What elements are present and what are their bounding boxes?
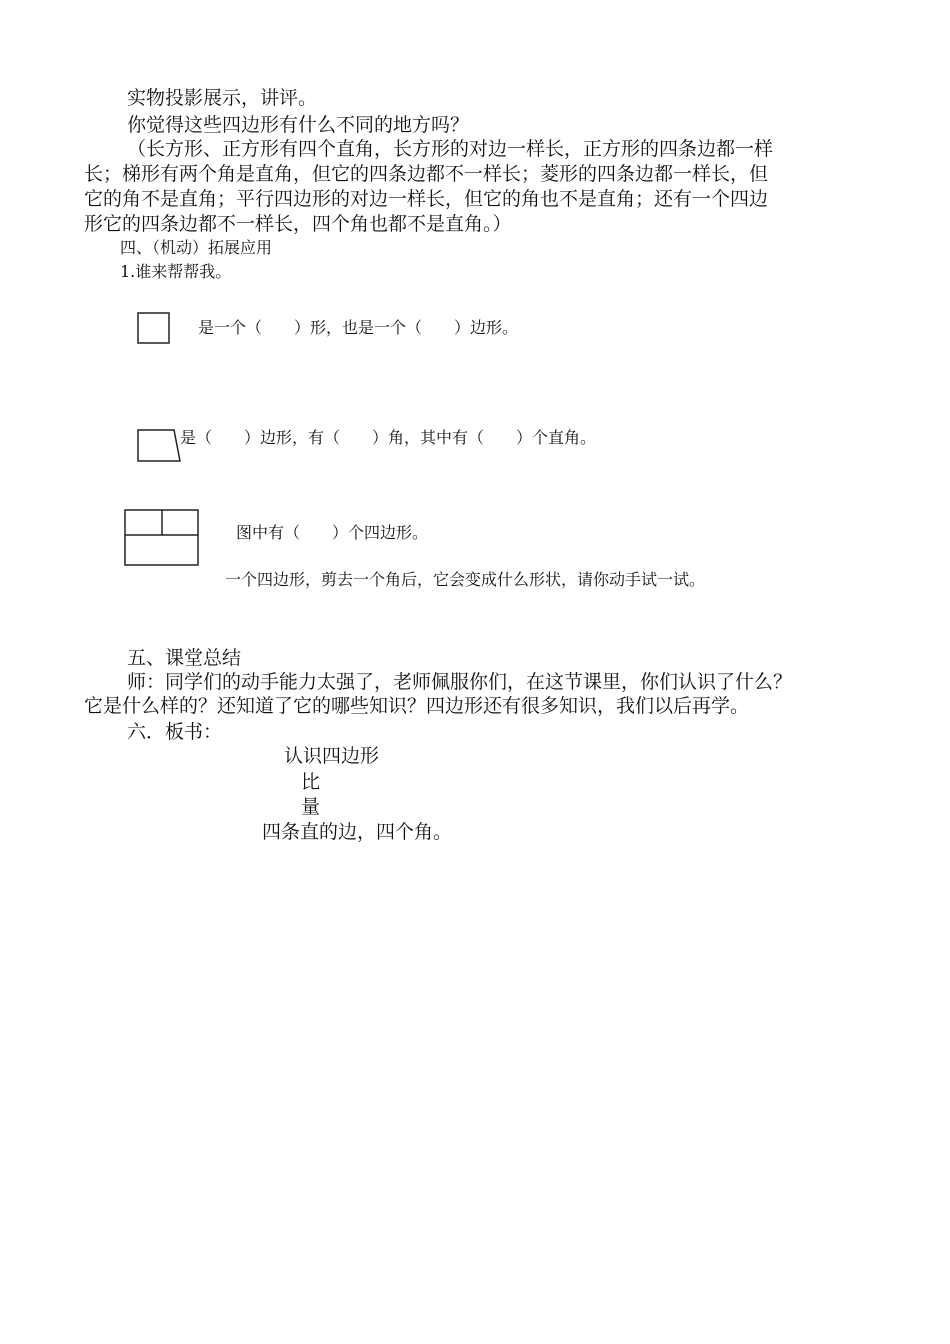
grid-figure [123, 508, 201, 568]
square-question: 是一个（ ）形，也是一个（ ）边形。 [198, 318, 519, 337]
square-figure [137, 312, 171, 345]
section5-para-line-2: 它是什么样的？还知道了它的哪些知识？四边形还有很多知识，我们以后再学。 [84, 695, 750, 717]
intro-para-line-1: （长方形、正方形有四个直角，长方形的对边一样长，正方形的四条边都一样 [127, 138, 774, 160]
section5-heading: 五、课堂总结 [127, 647, 242, 669]
board-title: 认识四边形 [284, 745, 380, 767]
grid-question: 图中有（ ）个四边形。 [236, 523, 429, 542]
cut-corner-question: 一个四边形，剪去一个角后，它会变成什么形状，请你动手试一试。 [225, 570, 706, 589]
trapezoid-figure [136, 428, 184, 464]
board-measure: 量 [301, 796, 321, 818]
section6-heading: 六．板书： [127, 721, 223, 743]
section4-heading: 四、（机动）拓展应用 [120, 238, 273, 257]
board-summary: 四条直的边，四个角。 [262, 821, 453, 843]
intro-line-2: 你觉得这些四边形有什么不同的地方吗？ [127, 114, 470, 136]
section4-question-1: 1.谁来帮帮我。 [120, 262, 232, 281]
intro-para-line-3: 它的角不是直角；平行四边形的对边一样长，但它的角也不是直角；还有一个四边 [84, 188, 769, 210]
intro-line-1: 实物投影展示，讲评。 [127, 87, 318, 109]
board-compare: 比 [301, 771, 321, 793]
trapezoid-question: 是（ ）边形，有（ ）角，其中有（ ）个直角。 [180, 428, 597, 447]
intro-para-line-4: 形它的四条边都不一样长，四个角也都不是直角。） [84, 213, 512, 235]
section5-para-line-1: 师：同学们的动手能力太强了，老师佩服你们，在这节课里，你们认识了什么？ [127, 671, 793, 693]
intro-para-line-2: 长；梯形有两个角是直角，但它的四条边都不一样长；菱形的四条边都一样长，但 [84, 163, 769, 185]
